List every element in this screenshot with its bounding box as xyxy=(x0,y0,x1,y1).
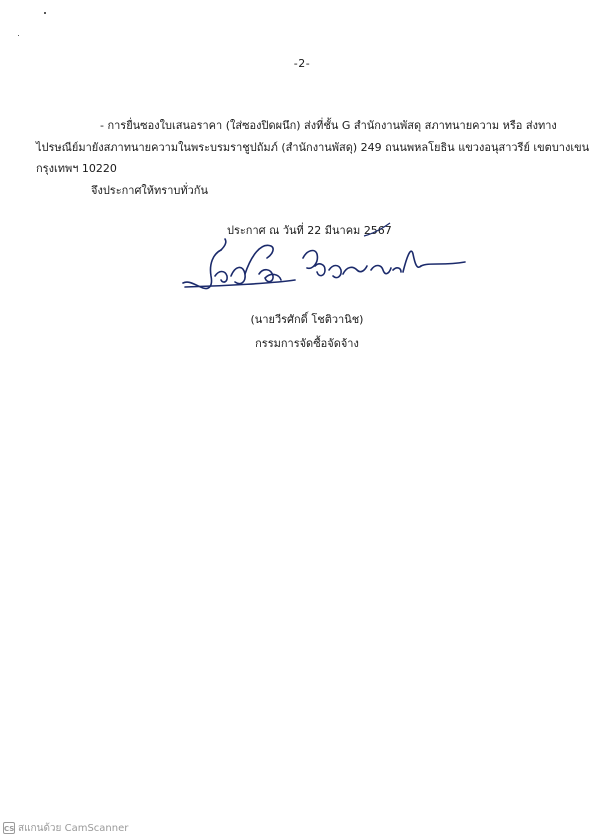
announcement-date-prefix: ประกาศ ณ วันที่ 22 มีนาคม xyxy=(227,224,364,237)
camscanner-label: สแกนด้วย CamScanner xyxy=(18,822,129,834)
signer-title: กรรมการจัดซื้อจัดจ้าง xyxy=(255,337,359,350)
camscanner-watermark xyxy=(3,821,128,835)
submission-paragraph-line-1: - การยื่นซองใบเสนอราคา (ใส่ซองปิดผนึก) ส่งที่ชั้น G สำนักงานพัสดุ สภาทนายความ หรือ ส่งทาง xyxy=(100,119,557,132)
handwritten-signature xyxy=(175,236,475,298)
submission-paragraph-line-2: ไปรษณีย์มายังสภาทนายความในพระบรมราชูปถัมภ์ (สำนักงานพัสดุ) 249 ถนนพหลโยธิน แขวงอนุสาวรีย์ เขตบางเขน xyxy=(36,141,590,154)
scan-speck xyxy=(18,35,19,36)
closing-statement: จึงประกาศให้ทราบทั่วกัน xyxy=(91,184,208,197)
page-number: -2- xyxy=(293,57,311,70)
announcement-year-text: 2567 xyxy=(363,224,392,237)
scan-speck xyxy=(44,12,46,14)
signer-name: (นายวีรศักดิ์ โชติวานิช) xyxy=(250,313,364,326)
submission-paragraph-line-3: กรุงเทพฯ 10220 xyxy=(36,162,117,175)
camscanner-icon: CS xyxy=(3,822,15,834)
